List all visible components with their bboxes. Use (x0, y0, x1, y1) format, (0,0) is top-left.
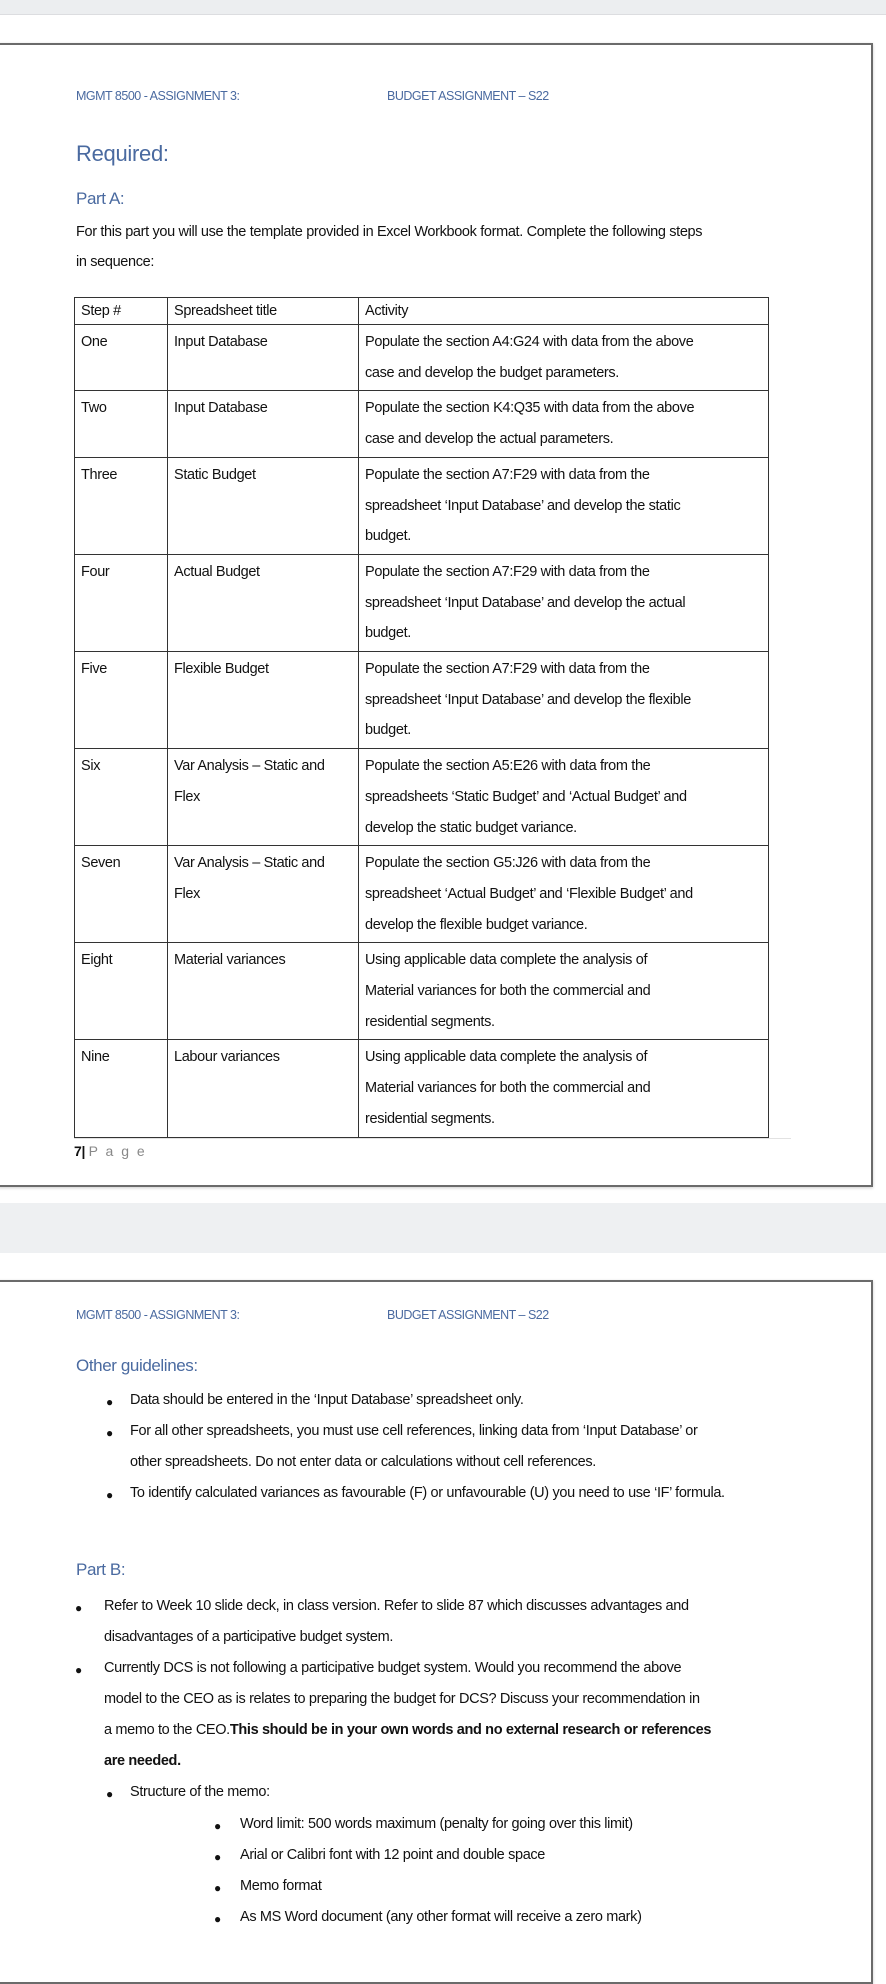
part-b-bold-text: This should be in your own words and no external research or references (229, 1722, 712, 1738)
title-line: Var Analysis – Static and (174, 855, 325, 872)
step-cell: One (75, 325, 168, 391)
heading-part-a: Part A: (76, 189, 125, 208)
activity-line: Populate the section A5:E26 with data from the (365, 758, 651, 775)
steps-table (74, 297, 769, 1138)
header-assignment: BUDGET ASSIGNMENT – S22 (387, 1308, 549, 1322)
bullet-icon: ● (214, 1881, 221, 1895)
guideline-text: Data should be entered in the ‘Input Database’ spreadsheet only. (130, 1392, 524, 1408)
table-header-row (75, 298, 769, 325)
memo-requirement: Memo format (240, 1878, 322, 1894)
column-header-title: Spreadsheet title (168, 298, 359, 325)
table-row (75, 1040, 769, 1137)
guideline-text: To identify calculated variances as favourable (F) or unfavourable (U) you need to use ‘IF’ formula. (130, 1485, 725, 1501)
bullet-icon: ● (214, 1819, 221, 1833)
part-b-item-text: model to the CEO as is relates to preparing the budget for DCS? Discuss your recommendation in (104, 1691, 700, 1707)
part-b-item-text: a memo to the CEO. (104, 1722, 230, 1738)
activity-line: Populate the section G5:J26 with data from the (365, 855, 651, 872)
activity-line: Populate the section A7:F29 with data from the (365, 466, 650, 483)
activity-line: spreadsheets ‘Static Budget’ and ‘Actual Budget’ and (365, 788, 687, 805)
title-line: Flex (174, 788, 200, 805)
title-line: Var Analysis – Static and (174, 758, 325, 775)
table-row (75, 749, 769, 846)
bullet-icon: ● (106, 1426, 113, 1440)
table-row (75, 943, 769, 1040)
table-row (75, 554, 769, 651)
intro-text-line1: For this part you will use the template provided in Excel Workbook format. Complete the following steps (76, 224, 703, 240)
activity-line: Using applicable data complete the analysis of (365, 952, 648, 969)
activity-line: budget. (365, 528, 411, 545)
spreadsheet-title-cell (168, 325, 359, 391)
heading-required: Required: (76, 141, 169, 166)
title-line: Material variances (174, 952, 286, 969)
activity-line: Populate the section A7:F29 with data from the (365, 563, 650, 580)
activity-cell (359, 391, 769, 457)
column-header-step: Step # (75, 298, 168, 325)
heading-part-b: Part B: (76, 1560, 126, 1579)
activity-line: budget. (365, 625, 411, 642)
step-cell: Eight (75, 943, 168, 1040)
activity-line: spreadsheet ‘Actual Budget’ and ‘Flexible Budget’ and (365, 885, 693, 902)
bullet-icon: ● (106, 1488, 113, 1502)
spreadsheet-title-cell (168, 749, 359, 846)
activity-line: residential segments. (365, 1013, 495, 1030)
title-line: Static Budget (174, 466, 256, 483)
title-line: Labour variances (174, 1049, 280, 1066)
activity-line: develop the static budget variance. (365, 819, 577, 836)
spreadsheet-title-cell (168, 652, 359, 749)
guideline-text: For all other spreadsheets, you must use cell references, linking data from ‘Input Database’ or (130, 1423, 698, 1439)
heading-other-guidelines: Other guidelines: (76, 1356, 198, 1375)
title-line: Actual Budget (174, 563, 260, 580)
step-cell: Three (75, 457, 168, 554)
step-cell: Five (75, 652, 168, 749)
bullet-icon: ● (75, 1663, 82, 1677)
activity-line: spreadsheet ‘Input Database’ and develop the flexible (365, 691, 691, 708)
activity-line: Using applicable data complete the analysis of (365, 1049, 648, 1066)
step-cell: Two (75, 391, 168, 457)
title-line: Flexible Budget (174, 661, 269, 678)
spreadsheet-title-cell (168, 1040, 359, 1137)
viewer-top-bar (0, 0, 886, 15)
title-line: Input Database (174, 400, 268, 417)
activity-cell (359, 1040, 769, 1137)
step-cell: Six (75, 749, 168, 846)
guideline-text: other spreadsheets. Do not enter data or calculations without cell references. (130, 1454, 596, 1470)
activity-cell (359, 749, 769, 846)
activity-cell (359, 457, 769, 554)
spreadsheet-title-cell (168, 391, 359, 457)
part-b-item-text: Currently DCS is not following a participative budget system. Would you recommend the above (104, 1660, 682, 1676)
memo-requirement: Word limit: 500 words maximum (penalty for going over this limit) (240, 1816, 633, 1832)
activity-cell (359, 943, 769, 1040)
table-row (75, 325, 769, 391)
spreadsheet-title-cell (168, 943, 359, 1040)
header-course: MGMT 8500 - ASSIGNMENT 3: (76, 89, 240, 103)
activity-line: spreadsheet ‘Input Database’ and develop the static (365, 497, 681, 514)
footer-page-number: 7| P a g e (74, 1143, 147, 1159)
part-b-item-text: disadvantages of a participative budget system. (104, 1629, 394, 1645)
spreadsheet-title-cell (168, 554, 359, 651)
activity-cell (359, 846, 769, 943)
spreadsheet-title-cell (168, 846, 359, 943)
memo-requirement: As MS Word document (any other format will receive a zero mark) (240, 1909, 642, 1925)
activity-line: Populate the section A7:F29 with data from the (365, 661, 650, 678)
activity-line: Material variances for both the commercial and (365, 1080, 651, 1097)
column-header-activity: Activity (359, 298, 769, 325)
activity-line: budget. (365, 722, 411, 739)
activity-line: case and develop the actual parameters. (365, 431, 614, 448)
page-number: 7 (74, 1143, 82, 1159)
bullet-icon: ● (214, 1850, 221, 1864)
part-b-bold-text: are needed. (104, 1753, 181, 1769)
title-line: Flex (174, 885, 200, 902)
activity-line: Material variances for both the commercial and (365, 983, 651, 1000)
activity-line: residential segments. (365, 1110, 495, 1127)
bullet-icon: ● (106, 1395, 113, 1409)
table-row (75, 391, 769, 457)
activity-cell (359, 554, 769, 651)
activity-line: Populate the section A4:G24 with data from the above (365, 334, 694, 350)
bullet-icon: ● (75, 1601, 82, 1615)
step-cell: Four (75, 554, 168, 651)
header-course: MGMT 8500 - ASSIGNMENT 3: (76, 1308, 240, 1322)
table-row (75, 652, 769, 749)
title-line: Input Database (174, 334, 268, 350)
part-b-item-text: Refer to Week 10 slide deck, in class version. Refer to slide 87 which discusses advantages and (104, 1598, 689, 1614)
table-row (75, 846, 769, 943)
memo-structure-label: Structure of the memo: (130, 1784, 270, 1800)
activity-line: case and develop the budget parameters. (365, 364, 619, 381)
activity-line: spreadsheet ‘Input Database’ and develop the actual (365, 594, 686, 611)
activity-line: Populate the section K4:Q35 with data from the above (365, 400, 695, 417)
intro-text-line2: in sequence: (76, 254, 155, 270)
activity-cell (359, 652, 769, 749)
memo-requirement: Arial or Calibri font with 12 point and double space (240, 1847, 546, 1863)
bullet-icon: ● (214, 1912, 221, 1926)
bullet-icon: ● (106, 1787, 113, 1801)
spreadsheet-title-cell (168, 457, 359, 554)
header-assignment: BUDGET ASSIGNMENT – S22 (387, 89, 549, 103)
step-cell: Nine (75, 1040, 168, 1137)
table-row (75, 457, 769, 554)
page-gap (0, 1203, 886, 1253)
footer-divider (74, 1138, 791, 1139)
step-cell: Seven (75, 846, 168, 943)
activity-cell (359, 325, 769, 391)
page-label: P a g e (88, 1143, 147, 1159)
activity-line: develop the flexible budget variance. (365, 916, 588, 933)
